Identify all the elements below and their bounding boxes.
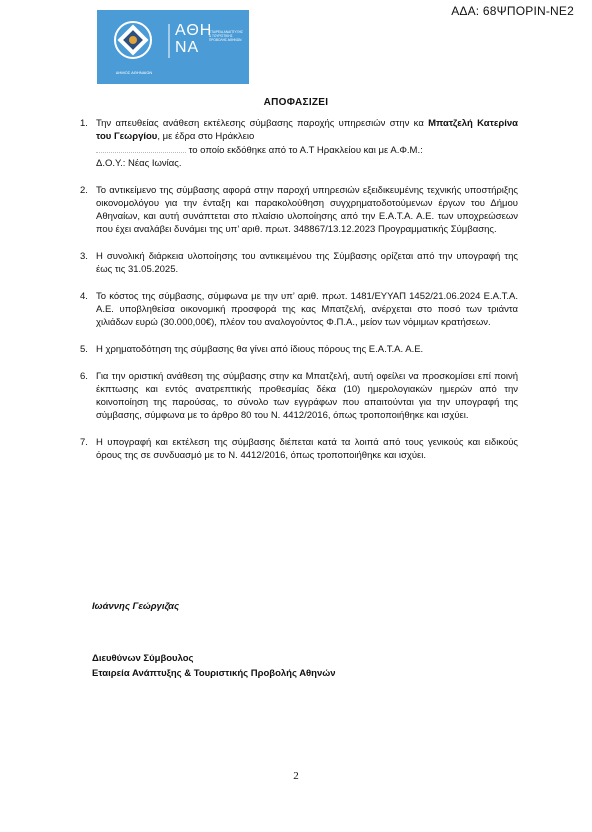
item-text: Δ.Ο.Υ.: Νέας Ιωνίας. (96, 158, 182, 169)
contractor-name: Μπατζελή Κατερίνα του Γεωργίου (96, 118, 519, 142)
item-number: 5. (80, 344, 88, 355)
signer-role: Διευθύνων Σύμβουλος (92, 653, 194, 664)
item-text: Η χρηματοδότηση της σύμβασης θα γίνει από ίδιους πόρους της Ε.Α.Τ.Α. Α.Ε. (96, 344, 424, 355)
item-number: 3. (80, 251, 88, 262)
item-text: το οποίο εκδόθηκε από το Α.Τ Ηρακλείου και με Α.Φ.Μ.: (186, 145, 423, 156)
item-number: 4. (80, 291, 88, 302)
decision-item (78, 117, 518, 170)
decision-list (78, 117, 518, 476)
item-number: 6. (80, 371, 88, 382)
item-text: Το κόστος της σύμβασης, σύμφωνα με την υπ’ αριθ. πρωτ. 1481/ΕΥΥΑΠ 1452/21.06.2024 Ε.Α.Τ.Α. Α.Ε. υποβληθείσα οικονομική προσφορά της κας Μπατζελή, ανέρχεται στο ποσό των τριάντα χιλιάδων ευρώ (30.000,00€), πλέον του αναλογούντος Φ.Π.Α., μείον των νόμιμων κρατήσεων. (96, 291, 518, 328)
decision-item (78, 290, 518, 329)
page-number: 2 (293, 770, 299, 782)
decision-item (78, 370, 518, 422)
item-text: , με έδρα στο Ηράκλειο (157, 131, 255, 142)
decision-item (78, 250, 518, 276)
logo-municipality: ΔΗΜΟΣ ΑΘΗΝΑΙΩΝ (115, 70, 153, 75)
organization-logo (97, 10, 249, 84)
item-number: 7. (80, 437, 88, 448)
logo-brand-text: ΑΘΗ ΝΑ (175, 22, 213, 56)
item-number: 1. (80, 118, 88, 129)
item-text: Την απευθείας ανάθεση εκτέλεσης σύμβασης παροχής υπηρεσιών στην κα (96, 118, 429, 129)
signature-block (92, 651, 336, 681)
decision-item (78, 184, 518, 236)
item-text: Για την οριστική ανάθεση της σύμβασης στην κα Μπατζελή, αυτή οφείλει να προσκομίσει επί ποινή έκπτωσης και εντός ανατρεπτικής προθεσμίας δέκα (10) ημερολογιακών ημερών από την κοινοποίηση της παρούσας, το σύνολο των εγγράφων που απαιτούνται για την υπογραφή της σύμβασης, σύμφωνα με το άρθρο 80 του Ν. 4412/2016, όπως τροποποιήθηκε και ισχύει. (96, 371, 518, 421)
item-number: 2. (80, 185, 88, 196)
signer-name: Ιωάννης Γεώργιζας (92, 601, 180, 612)
item-text: Η συνολική διάρκεια υλοποίησης του αντικειμένου της Σύμβασης ορίζεται από την υπογραφή της έως τις 31.05.2025. (96, 251, 518, 275)
item-text: Το αντικείμενο της σύμβασης αφορά στην παροχή υπηρεσιών εξειδικευμένης τεχνικής υποστήριξης οικονομολόγου για την ένταξη και παρακολούθηση συγχρηματοδοτούμενων έργων του Δήμου Αθηναίων, και αυτή συνάπτεται στο πλαίσιο υλοποίησης από την Ε.Α.Τ.Α. Α.Ε. των υποχρεώσεων που έχει αναλάβει δυνάμει της υπ’ αριθ. πρωτ. 348867/13.12.2023 Προγραμματικής Σύμβασης. (96, 185, 518, 235)
item-text: Η υπογραφή και εκτέλεση της σύμβασης διέπεται κατά τα λοιπά από τους γενικούς και ειδικούς όρους της σε συνδυασμό με το Ν. 4412/2016, όπως τροποποιήθηκε και ισχύει. (96, 437, 518, 461)
ada-code: ΑΔΑ: 68ΨΠΟΡΙΝ-ΝΕ2 (451, 4, 574, 18)
decision-item (78, 343, 518, 356)
decision-heading: ΑΠΟΦΑΣΙΖΕΙ (263, 97, 329, 108)
company-name: Εταιρεία Ανάπτυξης & Τουριστικής Προβολής Αθηνών (92, 668, 336, 679)
redacted-field (96, 143, 186, 153)
decision-item (78, 436, 518, 462)
logo-tagline: ΕΤΑΙΡΕΙΑ ΑΝΑΠΤΥΞΗΣ & ΤΟΥΡΙΣΤΙΚΗΣ ΠΡΟΒΟΛΗΣ ΑΘΗΝΩΝ (209, 30, 243, 43)
